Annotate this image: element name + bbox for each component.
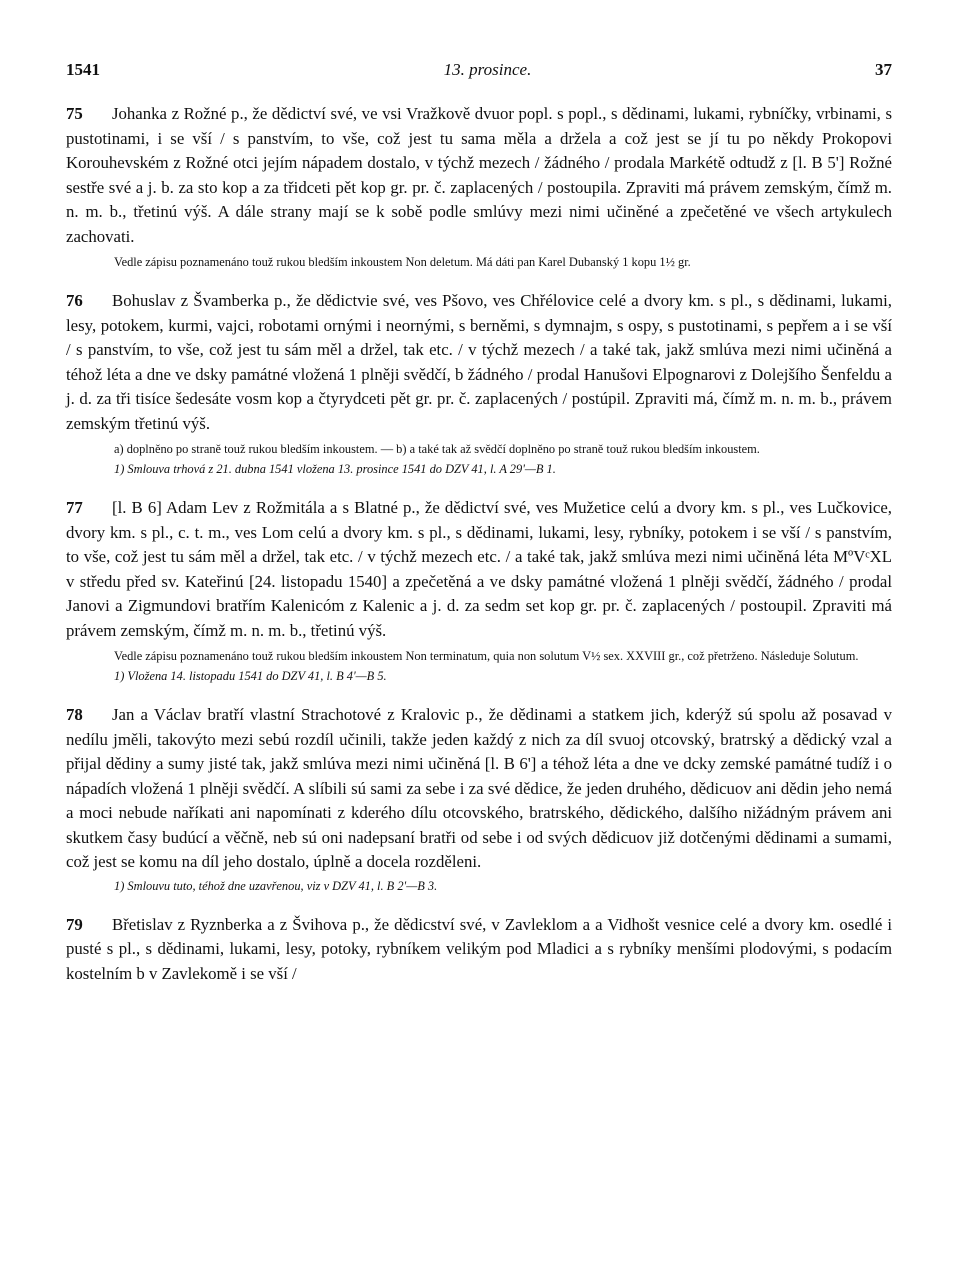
entry-text: Bohuslav z Švamberka p., že dědictvie své, ves Pšovo, ves Chřélovice celé a dvory km. s pl., s dědinami, lukami, lesy, potokem, kurmi, vajci, robotami ornými i neornými, s berněmi, s dymnajm, s ospy, s pustotinami, s pepřem a i se vší / s panstvím, to vše, což jest tu sám měl a držel, tak etc. / v týchž mezech / a také tak, jakž smlúva mezi nimi učiněná a téhož léta a dne ve dsky památné vložená 1 plněji svědčí, b žádného / prodal Hanušovi Elpognarovi z Dolejšího Šenfeldu a j. d. za tři tisíce šedesáte vosm kop a čtyrydceti pět gr. pr. č. zaplacených / postúpil. Zpraviti má, čímž m. n. m. b., právem zemským třetinú výš.: [66, 291, 892, 433]
entry-number: 77: [66, 498, 83, 517]
page-number: 37: [874, 60, 892, 79]
entry-footnote: 1) Vložena 14. listopadu 1541 do DZV 41, l. B 4'—B 5.: [114, 669, 387, 683]
running-header: [66, 60, 892, 80]
entry-text: Jan a Václav bratří vlastní Strachotové z Kralovic p., že dědinami a statkem jich, kderýž sú spolu až posavad v nedílu jměli, takovýto mezi sebú rozdíl učinili, takže jeden každý z nich za díl svuoj otcovský, bratrský a dědický vzal a přijal dědiny a sumy jisté tak, jakž smlúva mezi nimi učiněná [l. B 6'] a téhož léta a dne ve dcky zemské památné tudíž i o nápadích vložená 1 plněji svědčí. A slíbili sú sami za sebe i za své dědice, že jeden druhého, dědicuov ani dědin jeho nemá a moci nebude naříkati ani napomínati z kderého dílu otcovského, bratrského, dědického, dalšího nižádným právem ani skutkem časy budúcí a věčně, neb sú oni nadepsaní bratři od sebe i od svých dědicuov již dotčenými dědinami a sumami, což jest se komu na díl jeho dostalo, úplně a docela rozděleni.: [66, 705, 892, 871]
entry-text: Břetislav z Ryznberka a z Švihova p., že dědicství své, v Zavleklom a a Vidhošt vesnice celé a dvory km. osedlé i pusté s pl., s dědinami, lukami, lesy, potoky, rybníkem velikým pod Mladici a s rybníky menšími plodovými, s podacím kostelním b v Zavlekomě i se vší /: [66, 914, 892, 983]
entry-note: a) doplněno po straně touž rukou bledším inkoustem. — b) a také tak až svědčí doplněno po straně touž rukou bledším inkoustem.: [114, 442, 760, 456]
entry-footnote: 1) Smlouvu tuto, téhož dne uzavřenou, viz v DZV 41, l. B 2'—B 3.: [114, 878, 438, 893]
entry-text: [l. B 6] Adam Lev z Rožmitála a s Blatné p., že dědictví své, ves Mužetice celú a dvory km. s pl., ves Lučkovice, dvory km. s pl., c. t. m., ves Lom celú a dvory km. s pl., s dědinami, lukami, lesy, rybníky, potokem i se vší / s panstvím, to vše, což jest tu sám měl a držel, tak etc. / v týchž mezech etc. / a také tak, jakž smlúva mezi nimi učiněná léta MºVᶜXL v středu před sv. Kateřinú [24. listopadu 1540] a zpečetěná a ve dsky památné vložená 1 plněji svědčí, žádného / prodal Janovi a Zigmundovi bratřím Kalenicóm z Kalenic a j. d. za sedm set kop gr. pr. č. zaplacených / postoupil. Zpraviti má právem zemským, čímž m. n. m. b., třetinú výš.: [66, 498, 892, 640]
entry-78: [66, 703, 892, 895]
entry-number: 79: [66, 914, 83, 934]
header-year: 1541: [66, 60, 100, 79]
entry-79: [66, 913, 892, 987]
entry-number: 75: [66, 104, 83, 123]
entry-number: 76: [66, 291, 83, 310]
entry-note: Vedle zápisu poznamenáno touž rukou bledším inkoustem Non deletum. Má dáti pan Karel Dubanský 1 kopu 1½ gr.: [114, 255, 691, 269]
entry-77: [66, 496, 892, 685]
entry-note: Vedle zápisu poznamenáno touž rukou bledším inkoustem Non terminatum, quia non solutum V½ sex. XXVIII gr., což přetrženo. Následuje Solutum.: [114, 649, 859, 663]
entry-76: [66, 289, 892, 478]
header-date: 13. prosince.: [443, 60, 532, 79]
entry-75: [66, 102, 892, 271]
entry-number: 78: [66, 705, 83, 724]
entry-text: Johanka z Rožné p., že dědictví své, ve vsi Vražkově dvuor popl. s popl., s dědinami, lukami, rybníčky, vrbinami, s pustotinami, i se vší / s panstvím, to vše, což jest tu sama měla a držela a což jest se jí tu po někdy Prokopovi Korouhevském z Rožné otci jejím nápadem dostalo, v týchž mezech / žádného / prodala Markétě odtudž z [l. B 5'] Rožné sestře své a j. b. za sto kop a za třidceti pět kop gr. pr. č. zaplacených / postoupila. Zpraviti má právem zemským, čímž m. n. m. b., třetinú výš. A dále strany mají se k sobě podle smlúvy mezi nimi učiněné a zpečetěné ve všech artykulech zachovati.: [66, 104, 892, 246]
entry-footnote: 1) Smlouva trhová z 21. dubna 1541 vložena 13. prosince 1541 do DZV 41, l. A 29'—B 1.: [114, 462, 556, 476]
